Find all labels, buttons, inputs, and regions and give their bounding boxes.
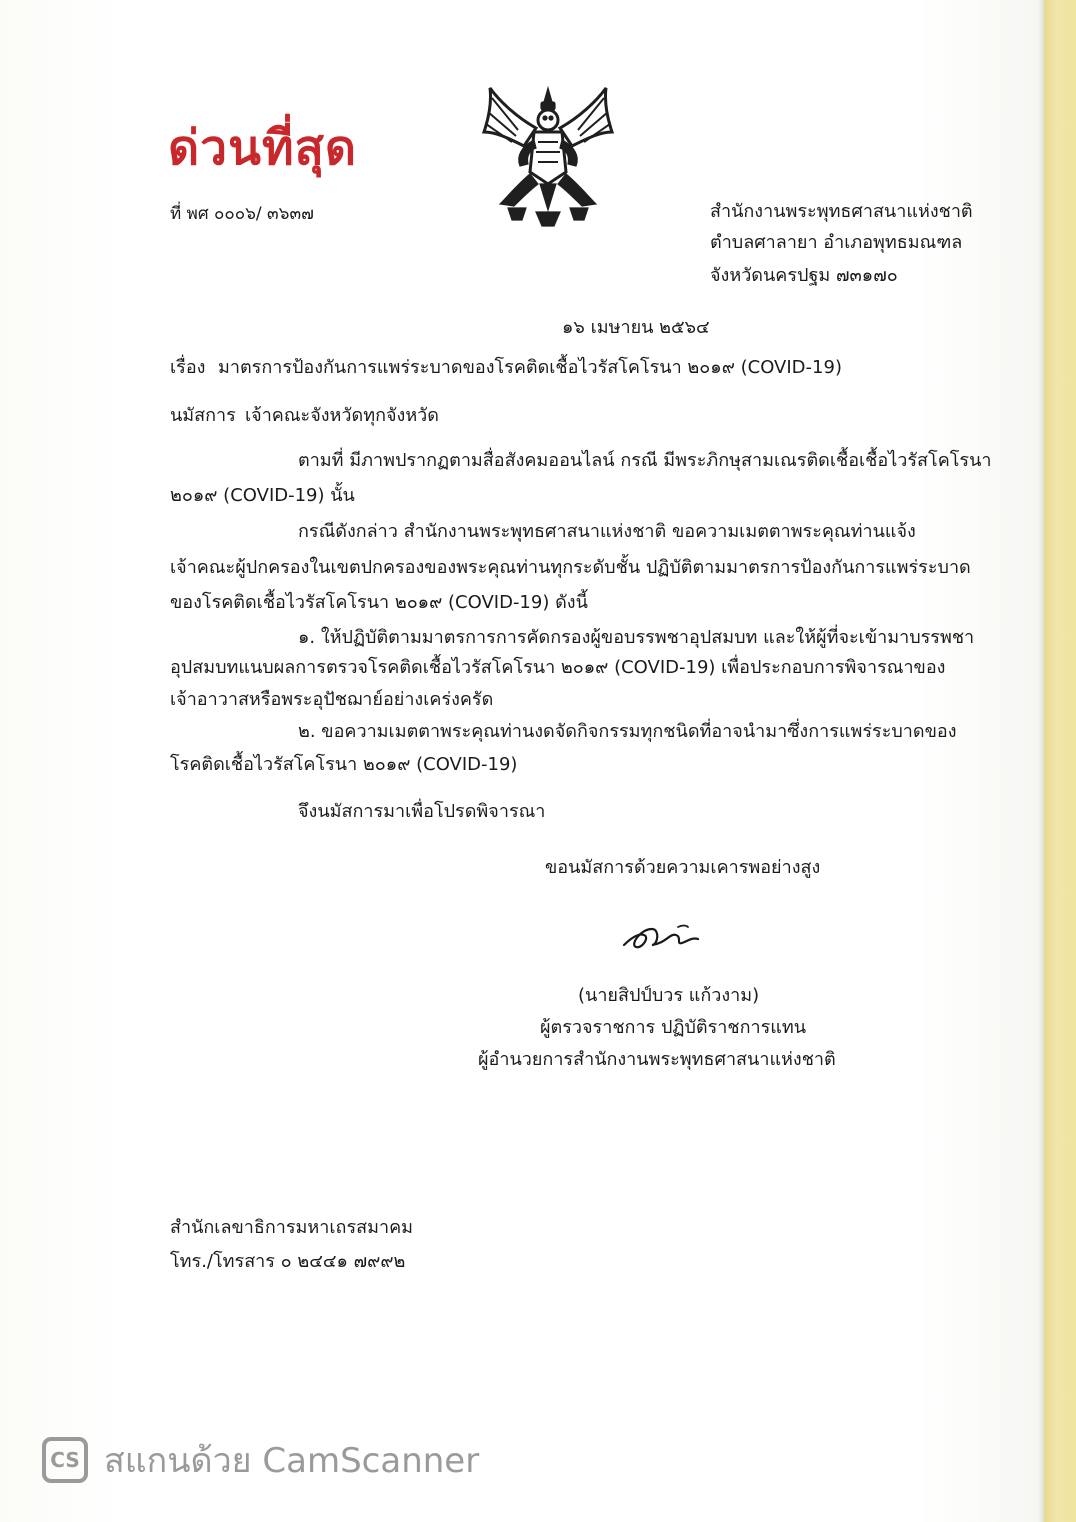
- subject-label: เรื่อง: [170, 357, 206, 378]
- reference-number: ที่ พศ ๐๐๐๖/ ๓๖๓๗: [170, 204, 314, 224]
- sender-address-line-1: สำนักงานพระพุทธศาสนาแห่งชาติ: [710, 201, 973, 222]
- signatory-name: (นายสิปป์บวร แก้วงาม): [578, 985, 760, 1006]
- body-line: ตามที่ มีภาพปรากฏตามสื่อสังคมออนไลน์ กรณี มีพระภิกษุสามเณรติดเชื้อเชื้อไวรัสโคโรนา: [298, 450, 992, 471]
- body-line: ๒. ขอความเมตตาพระคุณท่านงดจัดกิจกรรมทุกชนิดที่อาจนำมาซึ่งการแพร่ระบาดของ: [298, 721, 957, 742]
- sender-address-line-3: จังหวัดนครปฐม ๗๓๑๗๐: [710, 265, 898, 286]
- body-line: เจ้าอาวาสหรือพระอุปัชฌาย์อย่างเคร่งครัด: [170, 689, 494, 710]
- background-edge: [1044, 0, 1076, 1522]
- body-line: เจ้าคณะผู้ปกครองในเขตปกครองของพระคุณท่านทุกระดับชั้น ปฏิบัติตามมาตรการป้องกันการแพร่ระบาด: [170, 557, 971, 578]
- body-line: ๒๐๑๙ (COVID-19) นั้น: [170, 485, 355, 506]
- camscanner-logo-icon: CS: [42, 1437, 88, 1483]
- salutation-label: นมัสการ: [170, 405, 236, 426]
- letter-date: ๑๖ เมษายน ๒๕๖๔: [562, 317, 710, 338]
- footer-office: สำนักเลขาธิการมหาเถรสมาคม: [170, 1217, 413, 1238]
- sender-address-line-2: ตำบลศาลายา อำเภอพุทธมณฑล: [710, 232, 963, 253]
- body-line: ๑. ให้ปฏิบัติตามมาตรการการคัดกรองผู้ขอบรรพชาอุปสมบท และให้ผู้ที่จะเข้ามาบรรพชา: [298, 627, 975, 648]
- body-line: กรณีดังกล่าว สำนักงานพระพุทธศาสนาแห่งชาติ ขอความเมตตาพระคุณท่านแจ้ง: [298, 521, 916, 542]
- body-line: โรคติดเชื้อไวรัสโคโรนา ๒๐๑๙ (COVID-19): [170, 754, 518, 775]
- signatory-position: ผู้อำนวยการสำนักงานพระพุทธศาสนาแห่งชาติ: [478, 1049, 836, 1070]
- signatory-title: ผู้ตรวจราชการ ปฏิบัติราชการแทน: [540, 1017, 807, 1038]
- urgent-stamp: ด่วนที่สุด: [168, 120, 358, 176]
- body-line: ของโรคติดเชื้อไวรัสโคโรนา ๒๐๑๙ (COVID-19) ดังนี้: [170, 592, 588, 613]
- camscanner-watermark: สแกนด้วย CamScanner: [104, 1441, 480, 1481]
- body-line: อุปสมบทแนบผลการตรวจโรคติดเชื้อไวรัสโคโรนา ๒๐๑๙ (COVID-19) เพื่อประกอบการพิจารณาของ: [170, 657, 946, 678]
- subject-text: มาตรการป้องกันการแพร่ระบาดของโรคติดเชื้อไวรัสโคโรนา ๒๐๑๙ (COVID-19): [218, 357, 842, 378]
- closing-phrase: ขอนมัสการด้วยความเคารพอย่างสูง: [545, 857, 821, 878]
- handwritten-signature: [616, 915, 706, 957]
- salutation-recipient: เจ้าคณะจังหวัดทุกจังหวัด: [245, 405, 439, 426]
- body-line: จึงนมัสการมาเพื่อโปรดพิจารณา: [298, 801, 546, 822]
- footer-phone: โทร./โทรสาร ๐ ๒๔๔๑ ๗๙๙๒: [170, 1251, 406, 1272]
- garuda-emblem-icon: [478, 80, 618, 240]
